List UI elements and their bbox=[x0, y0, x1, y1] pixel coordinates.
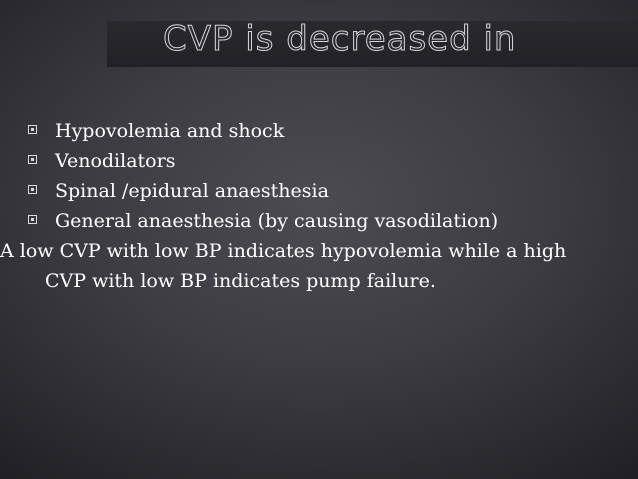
bullet-text: Spinal /epidural anaesthesia bbox=[55, 180, 329, 202]
bullet-text: Venodilators bbox=[55, 150, 176, 172]
bullet-list bbox=[28, 116, 618, 236]
summary-paragraph: A low CVP with low BP indicates hypovolemia while a high CVP with low BP indicates pump failure. bbox=[0, 240, 567, 292]
slide-content bbox=[0, 116, 618, 296]
square-bullet-icon bbox=[28, 155, 37, 164]
square-bullet-icon bbox=[28, 185, 37, 194]
bullet-item-general-anaesthesia bbox=[28, 206, 618, 236]
square-bullet-icon bbox=[28, 215, 37, 224]
bullet-item-hypovolemia bbox=[28, 116, 618, 146]
square-bullet-icon bbox=[28, 125, 37, 134]
slide-title: CVP is decreased in bbox=[163, 19, 517, 59]
bullet-text: Hypovolemia and shock bbox=[55, 120, 285, 142]
bullet-item-venodilators bbox=[28, 146, 618, 176]
bullet-text: General anaesthesia (by causing vasodilation) bbox=[55, 210, 499, 232]
bullet-item-spinal-anaesthesia bbox=[28, 176, 618, 206]
